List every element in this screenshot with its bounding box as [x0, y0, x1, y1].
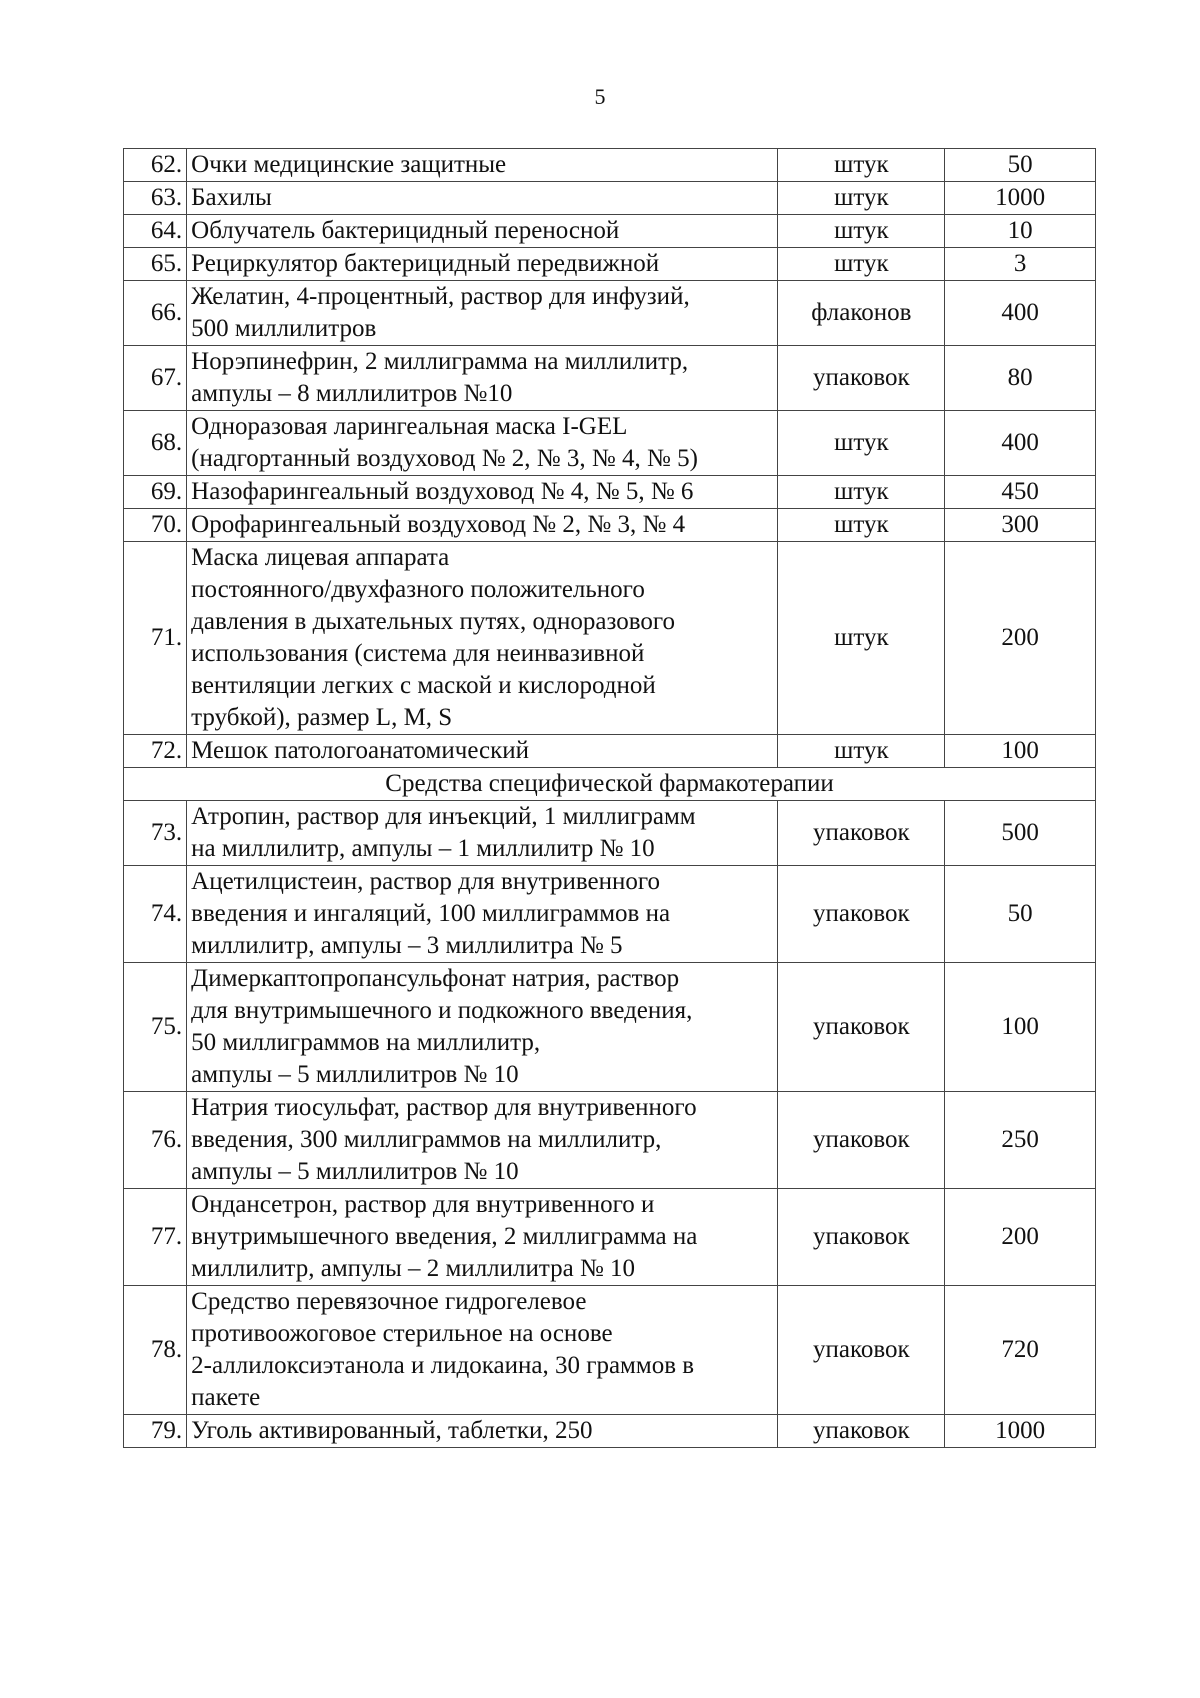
item-name-line: Натрия тиосульфат, раствор для внутривенного [191, 1094, 697, 1121]
item-name-line: Ондансетрон, раствор для внутривенного и [191, 1191, 655, 1218]
items-table [123, 148, 1096, 1448]
item-name [187, 735, 778, 768]
item-name-line: Мешок патологоанатомический [191, 737, 530, 764]
row-number: 68. [124, 411, 187, 476]
item-name-line: Облучатель бактерицидный переносной [191, 217, 620, 244]
table-row [124, 735, 1096, 768]
item-name [187, 281, 778, 346]
item-unit: штук [778, 735, 945, 768]
row-number: 78. [124, 1286, 187, 1415]
item-name-line: 2-аллилоксиэтанола и лидокаина, 30 граммов в [191, 1352, 695, 1379]
table-row [124, 801, 1096, 866]
section-header-row [124, 768, 1096, 801]
item-name-line: Ацетилцистеин, раствор для внутривенного [191, 868, 660, 895]
item-name-line: внутримышечного введения, 2 миллиграмма на [191, 1223, 698, 1250]
item-name-line: миллилитр, ампулы – 3 миллилитра № 5 [191, 932, 623, 959]
item-unit: упаковок [778, 346, 945, 411]
item-name-line: Димеркаптопропансульфонат натрия, раствор [191, 965, 680, 992]
table-row [124, 411, 1096, 476]
item-unit: штук [778, 509, 945, 542]
item-name-line: ампулы – 5 миллилитров № 10 [191, 1158, 519, 1185]
item-name [187, 215, 778, 248]
item-name [187, 1286, 778, 1415]
item-quantity: 1000 [945, 182, 1096, 215]
row-number: 79. [124, 1415, 187, 1448]
table-row [124, 215, 1096, 248]
item-name [187, 248, 778, 281]
item-quantity: 200 [945, 542, 1096, 735]
row-number: 63. [124, 182, 187, 215]
item-unit: штук [778, 149, 945, 182]
item-name [187, 149, 778, 182]
item-name-line: Бахилы [191, 184, 272, 211]
item-quantity: 300 [945, 509, 1096, 542]
item-name-line: Средство перевязочное гидрогелевое [191, 1288, 587, 1315]
item-name-line: Рециркулятор бактерицидный передвижной [191, 250, 660, 277]
table-row [124, 182, 1096, 215]
table-row [124, 866, 1096, 963]
items-table-body [124, 149, 1096, 1448]
table-row [124, 509, 1096, 542]
item-name-line: Назофарингеальный воздуховод № 4, № 5, № 6 [191, 478, 694, 505]
item-name-line: для внутримышечного и подкожного введения, [191, 997, 693, 1024]
item-unit: упаковок [778, 1092, 945, 1189]
item-unit: упаковок [778, 1286, 945, 1415]
item-quantity: 3 [945, 248, 1096, 281]
row-number: 75. [124, 963, 187, 1092]
item-name [187, 1415, 778, 1448]
item-quantity: 100 [945, 735, 1096, 768]
row-number: 65. [124, 248, 187, 281]
item-unit: штук [778, 411, 945, 476]
item-name [187, 509, 778, 542]
item-quantity: 100 [945, 963, 1096, 1092]
item-name [187, 411, 778, 476]
section-header: Средства специфической фармакотерапии [124, 768, 1096, 801]
item-name-line: миллилитр, ампулы – 2 миллилитра № 10 [191, 1255, 636, 1282]
item-name-line: Одноразовая ларингеальная маска I-GEL [191, 413, 628, 440]
item-name-line: 500 миллилитров [191, 315, 377, 342]
item-name-line: Атропин, раствор для инъекций, 1 миллиграмм [191, 803, 696, 830]
item-name-line: 50 миллиграммов на миллилитр, [191, 1029, 541, 1056]
item-name-line: Уголь активированный, таблетки, 250 [191, 1417, 593, 1444]
item-unit: штук [778, 215, 945, 248]
item-name [187, 182, 778, 215]
item-name-line: (надгортанный воздуховод № 2, № 3, № 4, № 5) [191, 445, 698, 472]
item-name-line: Маска лицевая аппарата [191, 544, 450, 571]
item-name-line: на миллилитр, ампулы – 1 миллилитр № 10 [191, 835, 655, 862]
table-row [124, 1189, 1096, 1286]
item-name [187, 1092, 778, 1189]
item-quantity: 450 [945, 476, 1096, 509]
item-quantity: 250 [945, 1092, 1096, 1189]
item-unit: упаковок [778, 801, 945, 866]
item-quantity: 50 [945, 149, 1096, 182]
item-name [187, 476, 778, 509]
item-name-line: давления в дыхательных путях, одноразового [191, 608, 675, 635]
item-quantity: 80 [945, 346, 1096, 411]
table-row [124, 248, 1096, 281]
item-name-line: трубкой), размер L, M, S [191, 704, 453, 731]
item-name-line: введения и ингаляций, 100 миллиграммов на [191, 900, 671, 927]
item-unit: упаковок [778, 866, 945, 963]
row-number: 67. [124, 346, 187, 411]
item-name [187, 1189, 778, 1286]
row-number: 73. [124, 801, 187, 866]
row-number: 69. [124, 476, 187, 509]
item-name-line: Желатин, 4-процентный, раствор для инфузий, [191, 283, 690, 310]
item-quantity: 200 [945, 1189, 1096, 1286]
item-unit: штук [778, 182, 945, 215]
item-name-line: ампулы – 5 миллилитров № 10 [191, 1061, 519, 1088]
item-name-line: Норэпинефрин, 2 миллиграмма на миллилитр, [191, 348, 689, 375]
item-name-line: постоянного/двухфазного положительного [191, 576, 645, 603]
item-quantity: 500 [945, 801, 1096, 866]
item-quantity: 720 [945, 1286, 1096, 1415]
page-number: 5 [594, 84, 606, 109]
item-name-line: ампулы – 8 миллилитров №10 [191, 380, 513, 407]
item-name-line: пакете [191, 1384, 261, 1411]
item-unit: упаковок [778, 1415, 945, 1448]
item-quantity: 50 [945, 866, 1096, 963]
item-unit: упаковок [778, 1189, 945, 1286]
item-quantity: 400 [945, 411, 1096, 476]
item-name [187, 346, 778, 411]
table-row [124, 963, 1096, 1092]
row-number: 71. [124, 542, 187, 735]
item-unit: штук [778, 476, 945, 509]
row-number: 72. [124, 735, 187, 768]
item-name-line: использования (система для неинвазивной [191, 640, 645, 667]
row-number: 74. [124, 866, 187, 963]
item-name-line: Очки медицинские защитные [191, 151, 507, 178]
item-quantity: 1000 [945, 1415, 1096, 1448]
item-name-line: Орофарингеальный воздуховод № 2, № 3, № 4 [191, 511, 686, 538]
row-number: 64. [124, 215, 187, 248]
item-name [187, 963, 778, 1092]
item-unit: штук [778, 248, 945, 281]
table-row [124, 149, 1096, 182]
row-number: 70. [124, 509, 187, 542]
table-row [124, 476, 1096, 509]
table-row [124, 281, 1096, 346]
row-number: 76. [124, 1092, 187, 1189]
row-number: 62. [124, 149, 187, 182]
item-quantity: 400 [945, 281, 1096, 346]
item-name-line: введения, 300 миллиграммов на миллилитр, [191, 1126, 662, 1153]
item-name [187, 866, 778, 963]
item-name-line: вентиляции легких с маской и кислородной [191, 672, 656, 699]
table-row [124, 1092, 1096, 1189]
item-quantity: 10 [945, 215, 1096, 248]
item-name [187, 801, 778, 866]
item-unit: флаконов [778, 281, 945, 346]
table-row [124, 1286, 1096, 1415]
row-number: 66. [124, 281, 187, 346]
row-number: 77. [124, 1189, 187, 1286]
item-unit: упаковок [778, 963, 945, 1092]
item-unit: штук [778, 542, 945, 735]
item-name-line: противоожоговое стерильное на основе [191, 1320, 613, 1347]
item-name [187, 542, 778, 735]
table-row [124, 542, 1096, 735]
table-row [124, 1415, 1096, 1448]
table-row [124, 346, 1096, 411]
